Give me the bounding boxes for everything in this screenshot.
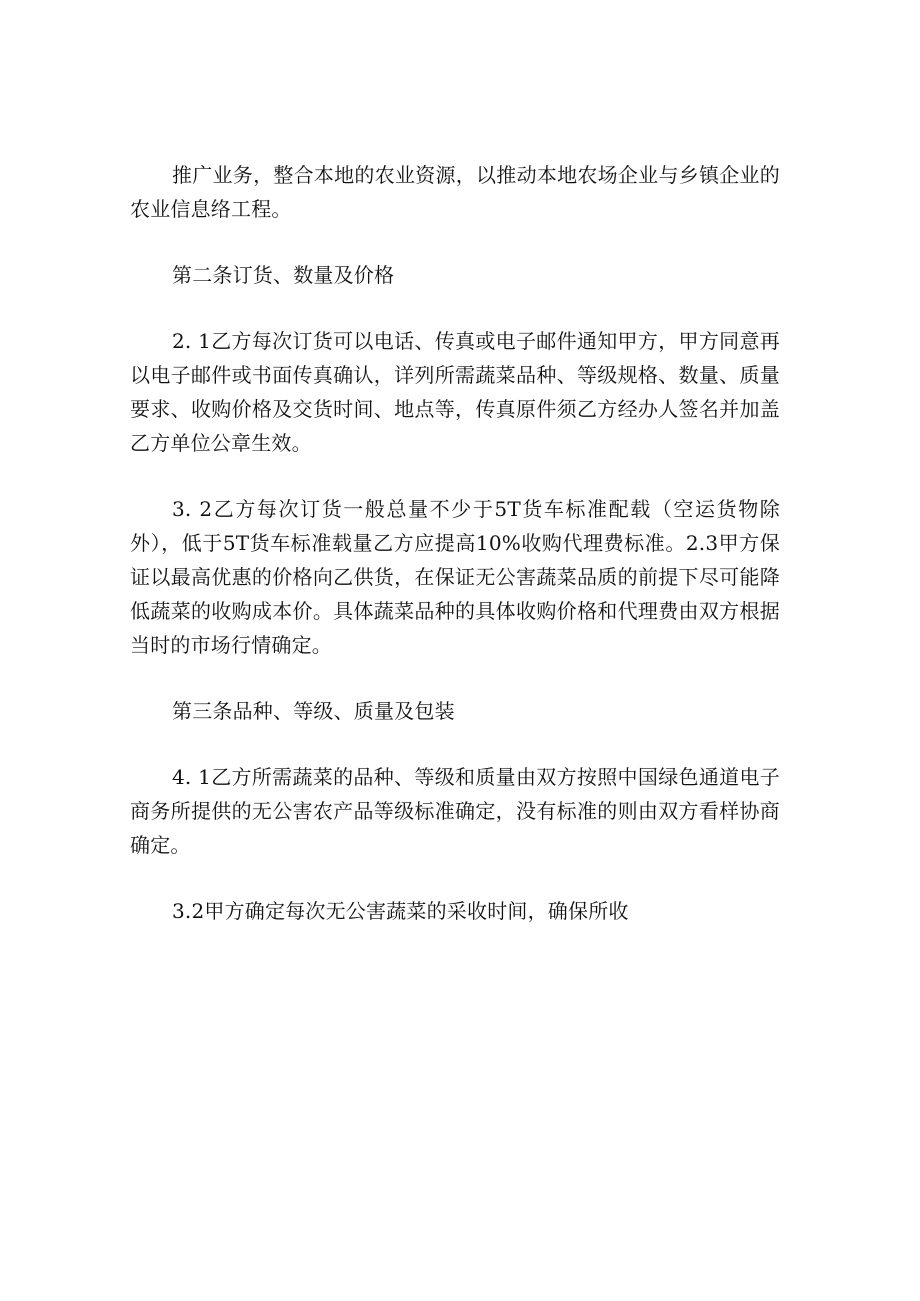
section-heading-article-3: 第三条品种、等级、质量及包装	[172, 699, 455, 723]
paragraph-clause-2-1: 2. 1乙方每次订货可以电话、传真或电子邮件通知甲方，甲方同意再以电子邮件或书面传真确认，详列所需蔬菜品种、等级规格、数量、质量要求、收购价格及交货时间、地点等，传真原件须乙方经办人签名并加盖乙方单位公章生效。	[130, 329, 780, 455]
paragraph-clause-3-2-truncated: 3.2甲方确定每次无公害蔬菜的采收时间，确保所收	[172, 899, 629, 923]
paragraph-clause-4-1: 4. 1乙方所需蔬菜的品种、等级和质量由双方按照中国绿色通道电子商务所提供的无公害农产品等级标准确定，没有标准的则由双方看样协商确定。	[130, 765, 780, 857]
paragraph-intro: 推广业务，整合本地的农业资源，以推动本地农场企业与乡镇企业的农业信息络工程。	[130, 163, 780, 221]
document-body	[130, 158, 780, 960]
paragraph-clause-3-2: 3. 2乙方每次订货一般总量不少于5T货车标准配载（空运货物除外），低于5T货车标准载量乙方应提高10%收购代理费标准。2.3甲方保证以最高优惠的价格向乙供货，在保证无公害蔬菜品质的前提下尽可能降低蔬菜的收购成本价。具体蔬菜品种的具体收购价格和代理费由双方根据当时的市场行情确定。	[130, 497, 780, 657]
section-heading-article-2: 第二条订货、数量及价格	[172, 263, 395, 287]
